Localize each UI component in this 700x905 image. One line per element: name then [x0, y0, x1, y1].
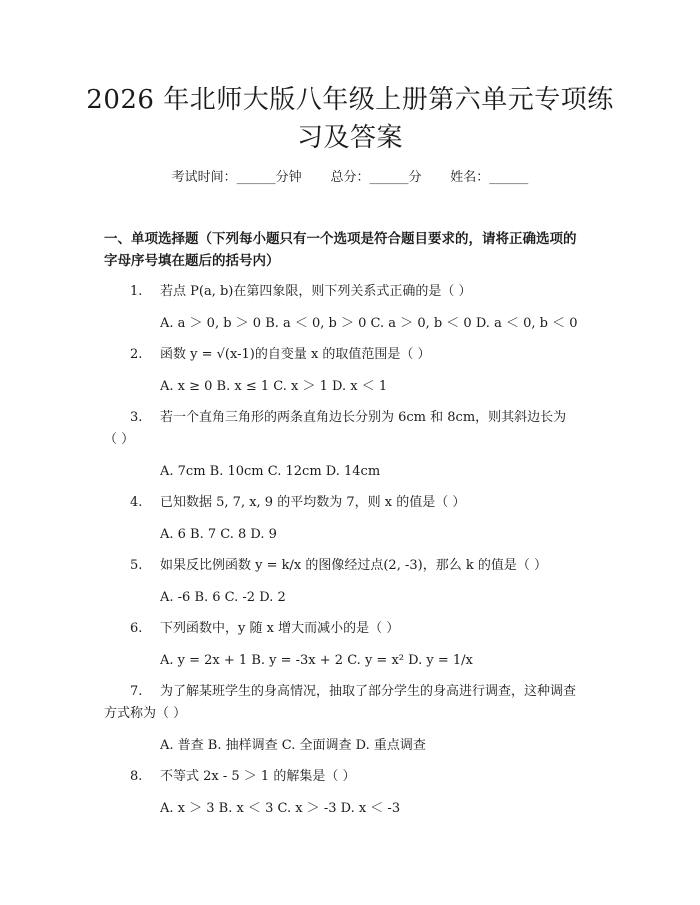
question-6-options: A. y = 2x + 1 B. y = -3x + 2 C. y = x² D. y = 1/x [160, 653, 473, 668]
question-text-continued: 方式称为（ ） [104, 706, 187, 721]
question-text: 为了解某班学生的身高情况，抽取了部分学生的身高进行调查，这种调查 [160, 684, 577, 699]
question-text: 如果反比例函数 y = k/x 的图像经过点(2, -3)，那么 k 的值是（ ） [160, 558, 547, 573]
question-1-options: A. a ＞ 0, b ＞ 0 B. a ＜ 0, b ＞ 0 C. a ＞ 0, b ＜ 0 D. a ＜ 0, b ＜ 0 [160, 316, 578, 331]
question-text: 已知数据 5, 7, x, 9 的平均数为 7，则 x 的值是（ ） [160, 495, 466, 510]
question-8-options: A. x ＞ 3 B. x ＜ 3 C. x ＞ -3 D. x ＜ -3 [160, 801, 401, 816]
exam-score: 总分：______分 [330, 170, 422, 185]
question-number: 6. [130, 621, 143, 636]
question-number: 5. [130, 558, 143, 573]
question-number: 3. [130, 410, 143, 425]
question-3-options: A. 7cm B. 10cm C. 12cm D. 14cm [160, 464, 381, 479]
question-number: 8. [130, 769, 143, 784]
exam-info [0, 168, 700, 188]
question-text: 函数 y = √(x-1)的自变量 x 的取值范围是（ ） [160, 347, 431, 362]
question-2-options: A. x ≥ 0 B. x ≤ 1 C. x ＞ 1 D. x ＜ 1 [160, 379, 388, 394]
question-text: 下列函数中，y 随 x 增大而减小的是（ ） [160, 621, 400, 636]
section-heading-line2: 字母序号填在题后的括号内） [104, 253, 280, 269]
question-7-options: A. 普查 B. 抽样调查 C. 全面调查 D. 重点调查 [160, 738, 426, 753]
question-number: 7. [130, 684, 143, 699]
page-title-line1: 2026 年北师大版八年级上册第六单元专项练 [86, 85, 614, 115]
question-number: 1. [130, 284, 143, 299]
question-text: 若点 P(a, b)在第四象限，则下列关系式正确的是（ ） [160, 284, 472, 299]
question-text: 不等式 2x - 5 ＞ 1 的解集是（ ） [160, 769, 356, 784]
section-heading-line1: 一、单项选择题（下列每小题只有一个选项是符合题目要求的，请将正确选项的 [104, 231, 577, 247]
exam-time: 考试时间：______分钟 [171, 170, 302, 185]
question-4-options: A. 6 B. 7 C. 8 D. 9 [160, 527, 277, 542]
exam-name: 姓名：______ [450, 170, 529, 185]
page-title-line2: 习及答案 [296, 123, 403, 153]
question-number: 4. [130, 495, 143, 510]
question-text-continued: （ ） [104, 432, 135, 447]
question-5-options: A. -6 B. 6 C. -2 D. 2 [160, 590, 286, 605]
question-text: 若一个直角三角形的两条直角边长分别为 6cm 和 8cm，则其斜边长为 [160, 410, 567, 425]
question-number: 2. [130, 347, 143, 362]
